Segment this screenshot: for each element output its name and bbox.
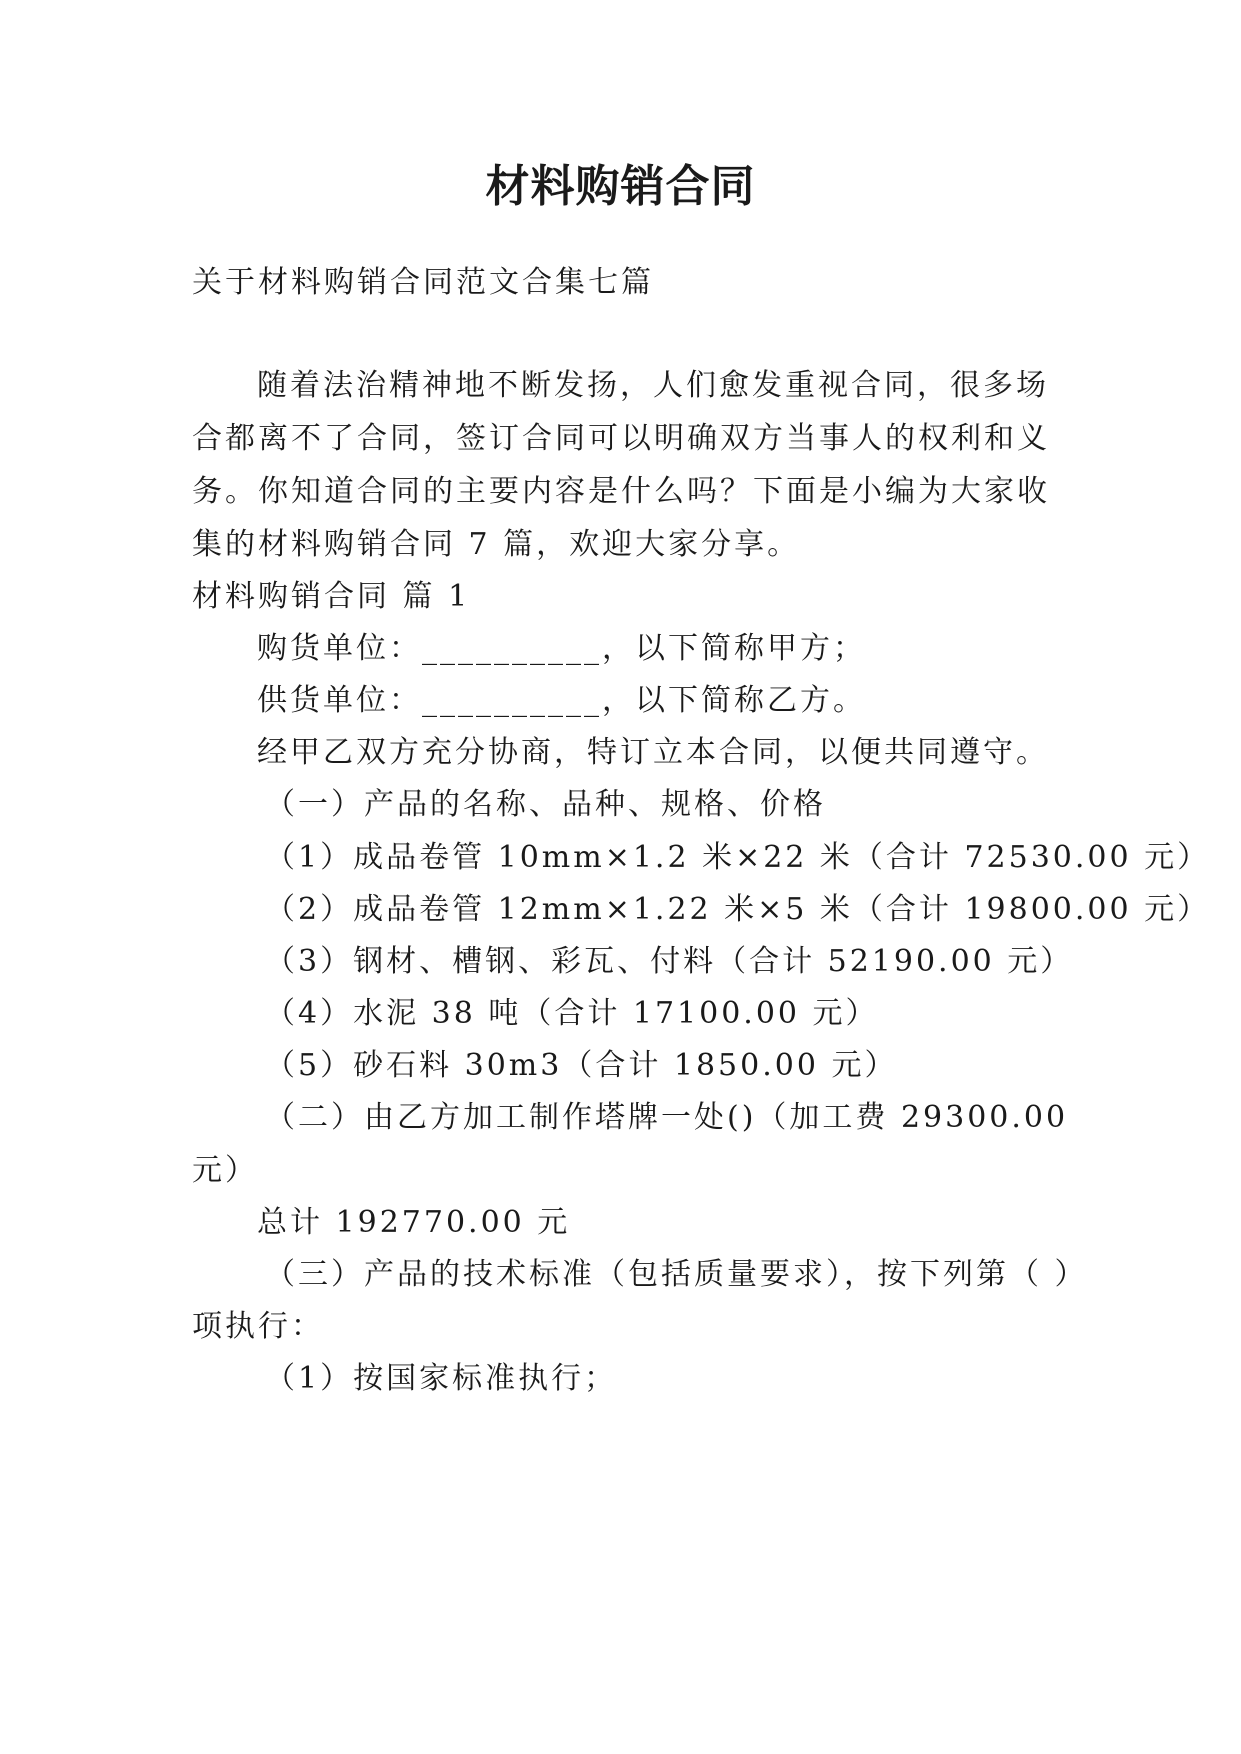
clause-3-line-2: 项执行：: [192, 1309, 324, 1344]
clause-1-title: （一）产品的名称、品种、规格、价格: [265, 787, 826, 822]
item-line-3: （3）钢材、槽钢、彩瓦、付料（合计 52190.00 元）: [265, 944, 1074, 979]
document-subtitle: 关于材料购销合同范文合集七篇: [192, 265, 654, 300]
standard-line-1: （1）按国家标准执行；: [265, 1361, 618, 1396]
intro-line-1: 随着法治精神地不断发扬，人们愈发重视合同，很多场: [257, 368, 1049, 403]
item-line-5: （5）砂石料 30m3（合计 1850.00 元）: [265, 1048, 898, 1083]
clause-2-line-1: （二）由乙方加工制作塔牌一处()（加工费 29300.00: [265, 1100, 1069, 1135]
clause-2-line-2: 元）: [192, 1153, 258, 1188]
agreement-line: 经甲乙双方充分协商，特订立本合同，以便共同遵守。: [257, 735, 1049, 770]
document-title: 材料购销合同: [485, 161, 756, 212]
item-line-4: （4）水泥 38 吨（合计 17100.00 元）: [265, 996, 879, 1031]
section-title: 材料购销合同 篇 1: [192, 579, 471, 614]
intro-line-3: 务。你知道合同的主要内容是什么吗？下面是小编为大家收: [192, 474, 1050, 509]
total-line: 总计 192770.00 元: [257, 1205, 571, 1240]
intro-line-2: 合都离不了合同，签订合同可以明确双方当事人的权利和义: [192, 421, 1050, 456]
item-line-2: （2）成品卷管 12mm×1.22 米×5 米（合计 19800.00 元）: [265, 892, 1211, 927]
intro-line-4: 集的材料购销合同 7 篇，欢迎大家分享。: [192, 527, 801, 562]
supplier-line: 供货单位：__________，以下简称乙方。: [257, 683, 866, 718]
clause-3-line-1: （三）产品的技术标准（包括质量要求），按下列第（ ）: [265, 1257, 1088, 1292]
item-line-1: （1）成品卷管 10mm×1.2 米×22 米（合计 72530.00 元）: [265, 840, 1211, 875]
buyer-line: 购货单位：__________，以下简称甲方；: [257, 631, 866, 666]
